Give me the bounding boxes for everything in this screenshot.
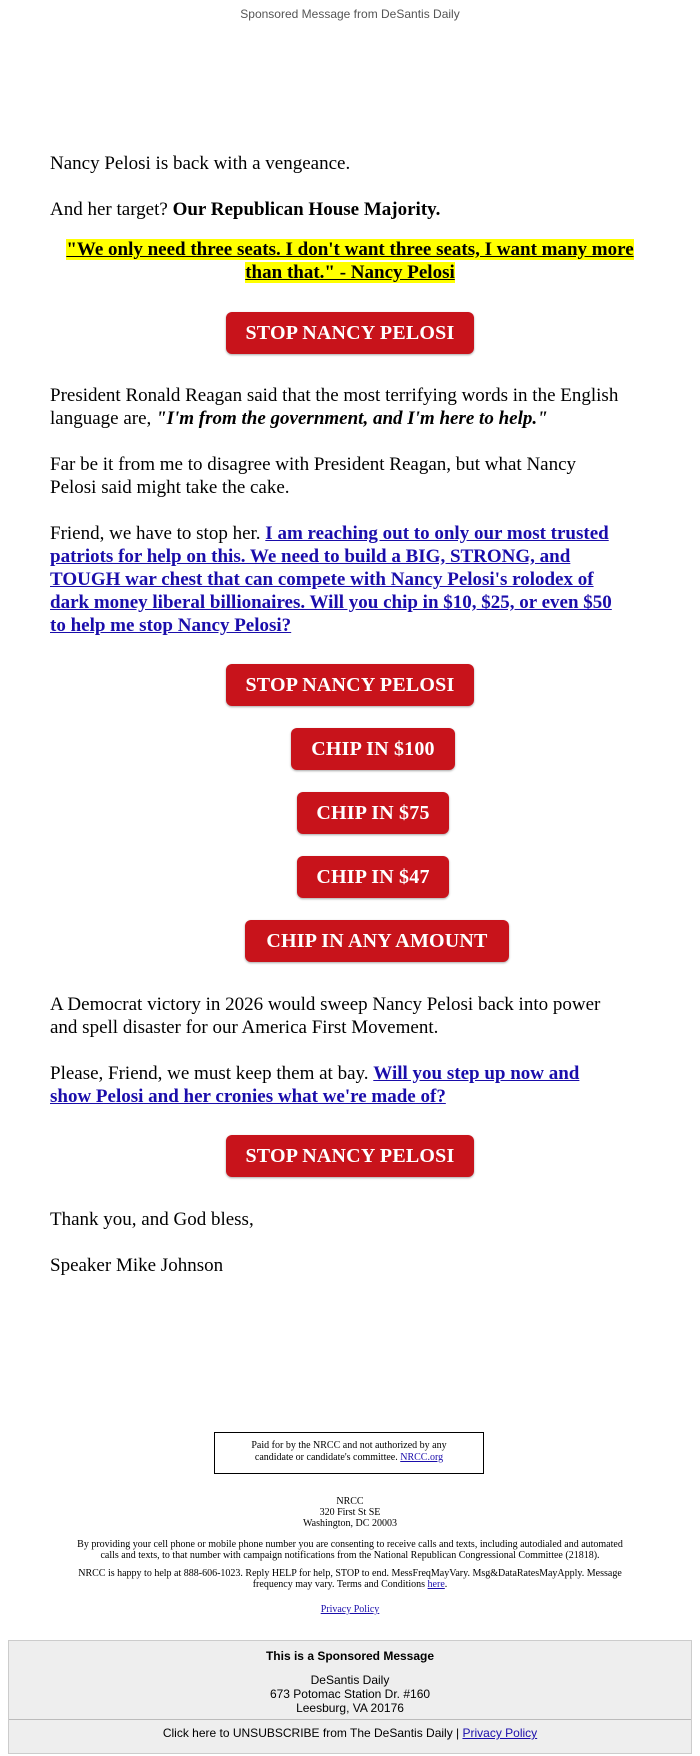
nrcc-link[interactable]: NRCC.org <box>400 1452 444 1463</box>
footer-publisher: DeSantis Daily <box>310 1673 390 1687</box>
address-line-1: 320 First St SE <box>319 1507 381 1518</box>
target-paragraph <box>50 198 650 221</box>
unsubscribe-link[interactable]: Click here to UNSUBSCRIBE from The DeSantis Daily | <box>162 1726 463 1740</box>
sponsored-header: Sponsored Message from DeSantis Daily <box>240 7 460 21</box>
democrat-paragraph <box>50 993 650 1039</box>
donate-text-link-1[interactable]: I am reaching out to only our most trusted patriots for help on this. We need to build a BIG, STRONG, and TOUGH war chest that can compete with Nancy Pelosi's rolodex of dark money liberal billionaires. Will you chip in $10, $25, or even $50 to help me stop Nancy Pelosi? <box>50 523 612 636</box>
sponsored-footer <box>8 1640 692 1754</box>
help-text <box>48 1568 652 1590</box>
reagan-line-1: President Ronald Reagan said that the most terrifying words in the English <box>50 385 619 406</box>
democrat-line-1: A Democrat victory in 2026 would sweep Nancy Pelosi back into power <box>50 994 601 1015</box>
donate-text-link-2[interactable]: Will you step up now and show Pelosi and her cronies what we're made of? <box>50 1063 580 1107</box>
target-bold-text: Our Republican House Majority. <box>172 199 441 220</box>
footer-divider <box>9 1719 691 1720</box>
address-line-2: Washington, DC 20003 <box>303 1518 397 1529</box>
footer-city: Leesburg, VA 20176 <box>296 1701 404 1715</box>
help-line-2: frequency may vary. Terms and Conditions <box>252 1579 428 1590</box>
disagree-paragraph <box>50 453 650 499</box>
pelosi-quote <box>50 238 650 284</box>
signature-text: Speaker Mike Johnson <box>50 1255 224 1276</box>
chip-in-100-button[interactable]: CHIP IN $100 <box>291 728 455 770</box>
reagan-quote: "I'm from the government, and I'm here to help." <box>156 408 548 429</box>
democrat-line-2: and spell disaster for our America First Movement. <box>50 1017 439 1038</box>
bay-paragraph <box>50 1062 650 1108</box>
footer-privacy-link[interactable]: Privacy Policy <box>462 1726 538 1740</box>
help-line-1: NRCC is happy to help at 888-606-1023. Reply HELP for help, STOP to end. MessFreqMayVary. Msg&DataRatesMayApply. Message <box>78 1568 622 1579</box>
consent-text <box>48 1539 652 1561</box>
unsubscribe-line <box>9 1726 691 1740</box>
reagan-line-2: language are, <box>50 408 157 429</box>
friend-paragraph <box>50 522 650 637</box>
paid-for-line-1: Paid for by the NRCC and not authorized by any <box>251 1440 447 1451</box>
bay-lead-text: Please, Friend, we must keep them at bay. <box>50 1063 374 1084</box>
quote-line-2: than that." - Nancy Pelosi <box>245 262 455 283</box>
consent-line-1: By providing your cell phone or mobile phone number you are consenting to receive calls and texts, including autodialed and automated <box>77 1539 623 1550</box>
stop-pelosi-button-3[interactable]: STOP NANCY PELOSI <box>226 1135 474 1177</box>
chip-in-75-button[interactable]: CHIP IN $75 <box>297 792 449 834</box>
chip-in-47-button[interactable]: CHIP IN $47 <box>297 856 449 898</box>
paid-for-disclaimer <box>214 1432 484 1474</box>
stop-pelosi-button-2[interactable]: STOP NANCY PELOSI <box>226 664 474 706</box>
terms-here-link[interactable]: here <box>427 1579 445 1590</box>
paid-for-line-2: candidate or candidate's committee. <box>254 1452 401 1463</box>
legal-privacy-wrapper <box>48 1604 652 1615</box>
footer-title: This is a Sponsored Message <box>265 1649 435 1663</box>
friend-lead-text: Friend, we have to stop her. <box>50 523 266 544</box>
quote-line-1: "We only need three seats. I don't want three seats, I want many more <box>66 239 634 260</box>
org-name: NRCC <box>336 1496 364 1507</box>
target-lead-text: And her target? <box>50 199 173 220</box>
reagan-paragraph <box>50 384 650 430</box>
help-line-end: . <box>444 1579 448 1590</box>
footer-street: 673 Potomac Station Dr. #160 <box>269 1687 431 1701</box>
legal-privacy-link[interactable]: Privacy Policy <box>320 1604 380 1615</box>
nrcc-address <box>48 1496 652 1529</box>
consent-line-2: calls and texts, to that number with campaign notifications from the National Republican Congressional Committee (21818). <box>100 1550 600 1561</box>
stop-pelosi-button-1[interactable]: STOP NANCY PELOSI <box>226 312 474 354</box>
disagree-line-2: Pelosi said might take the cake. <box>50 477 290 498</box>
intro-paragraph: Nancy Pelosi is back with a vengeance. <box>50 153 351 174</box>
thanks-text: Thank you, and God bless, <box>50 1209 254 1230</box>
chip-in-any-amount-button[interactable]: CHIP IN ANY AMOUNT <box>245 920 509 962</box>
disagree-line-1: Far be it from me to disagree with President Reagan, but what Nancy <box>50 454 577 475</box>
